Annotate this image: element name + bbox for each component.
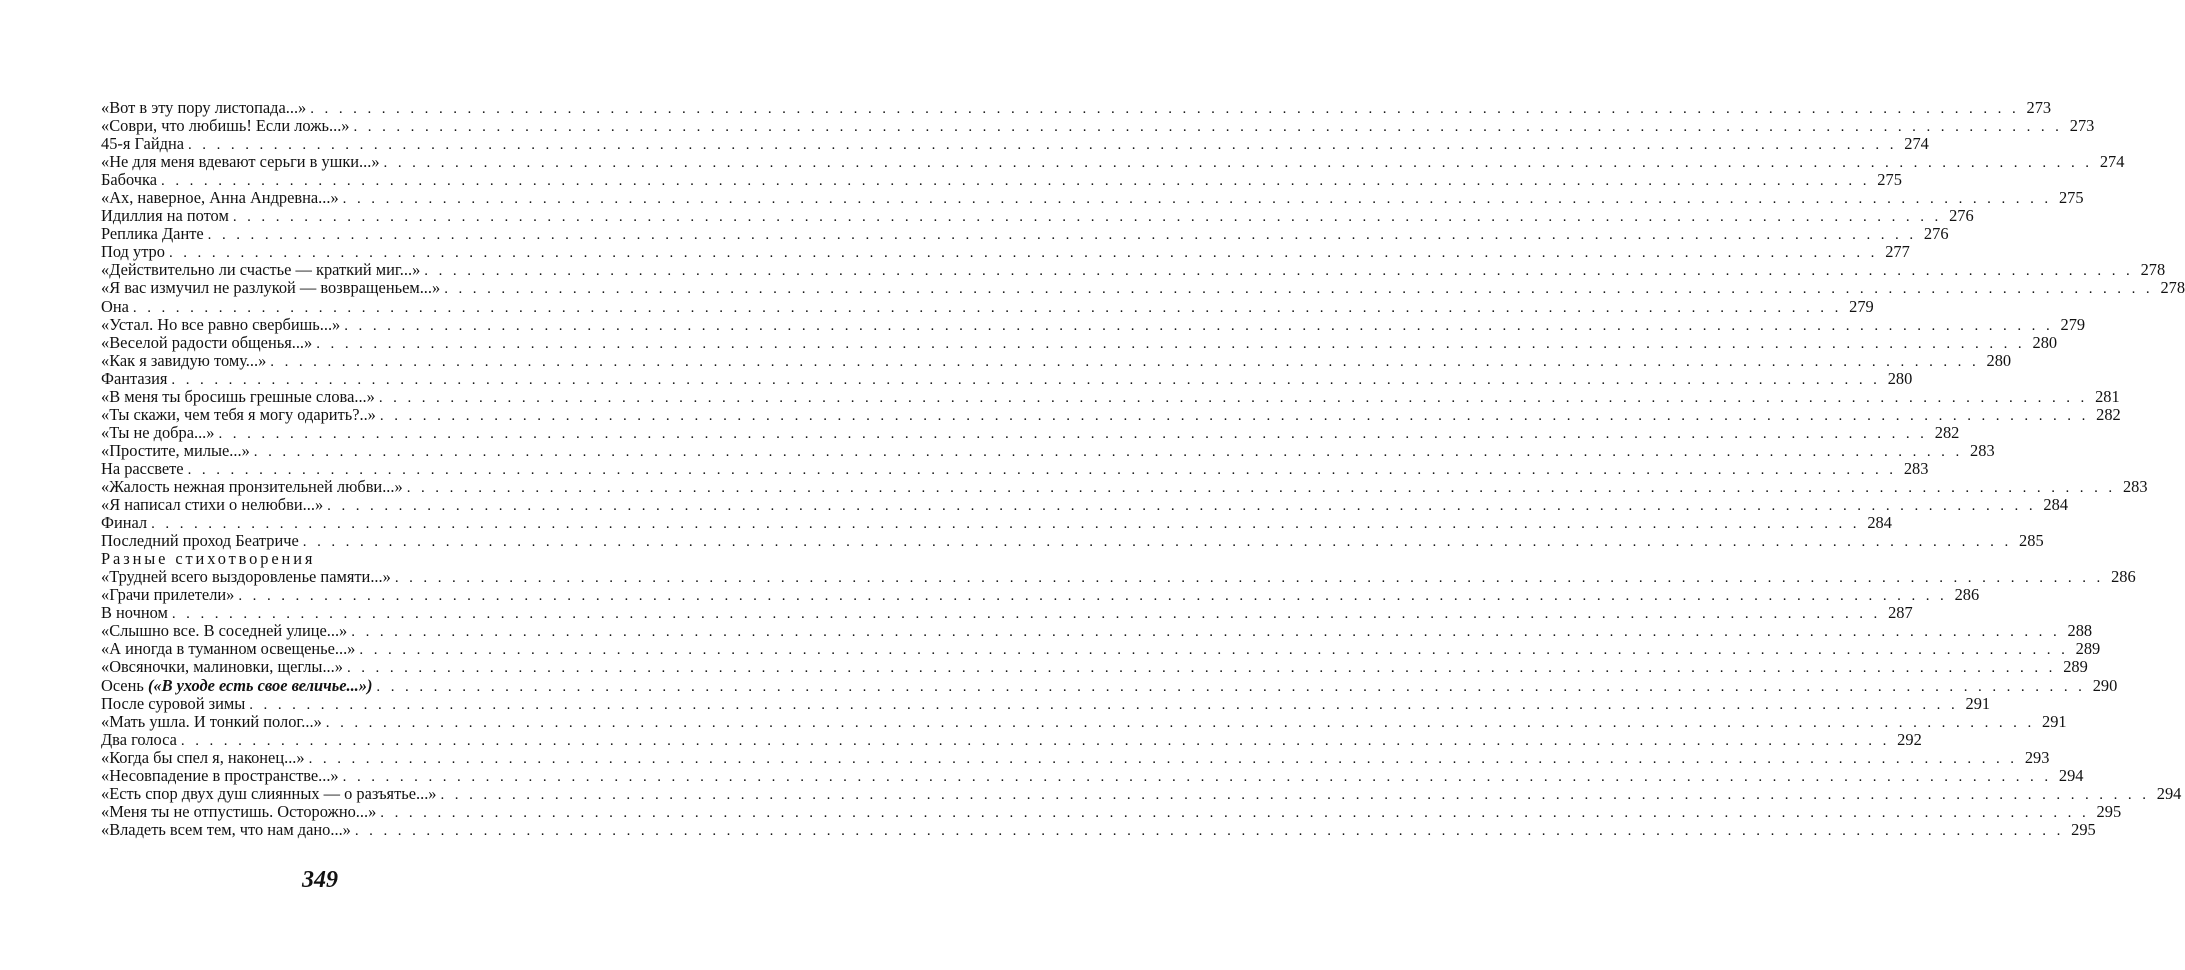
dot-leader: . . . . . . . . . . . . . . . . . . . . . . . . . . . . . . . . . . . . . . . . . . . . . . . . . . . . . . . . . . . . . . . . . . . . . . . . . . . . . . . . . . . . . . . . . . . . . . . . . . . . . . . . . . . . . . . . . . . . . . . . bbox=[180, 732, 1890, 749]
toc-entry-title-text: «Трудней всего выздоровленье памяти...» bbox=[101, 567, 391, 587]
dot-leader: . . . . . . . . . . . . . . . . . . . . . . . . . . . . . . . . . . . . . . . . . . . . . . . . . . . . . . . . . . . . . . . . . . . . . . . . . . . . . . . . . . . . . . . . . . . . . . . . . . . . . . . . . . . . . . . . . . . . . . . . bbox=[406, 479, 2116, 496]
toc-entry-page: 275 bbox=[2058, 188, 2084, 208]
toc-entry-title-text: «Простите, милые...» bbox=[101, 440, 250, 460]
toc-entry-title bbox=[101, 514, 147, 532]
toc-entry-title-text: Под утро bbox=[101, 242, 165, 262]
toc-entry-page: 294 bbox=[2156, 783, 2182, 803]
toc-entry-title-text: «Меня ты не отпустишь. Осторожно...» bbox=[101, 801, 377, 821]
toc-entry-page: 274 bbox=[2099, 152, 2125, 172]
dot-leader: . . . . . . . . . . . . . . . . . . . . . . . . . . . . . . . . . . . . . . . . . . . . . . . . . . . . . . . . . . . . . . . . . . . . . . . . . . . . . . . . . . . . . . . . . . . . . . . . . . . . . . . . . . . . . . . . . . . . . . . . bbox=[302, 534, 2012, 551]
dot-leader: . . . . . . . . . . . . . . . . . . . . . . . . . . . . . . . . . . . . . . . . . . . . . . . . . . . . . . . . . . . . . . . . . . . . . . . . . . . . . . . . . . . . . . . . . . . . . . . . . . . . . . . . . . . . . . . . . . . . . . . . bbox=[168, 245, 1878, 262]
toc-entry-page: 295 bbox=[2071, 819, 2096, 839]
toc-entry-page: 289 bbox=[2075, 639, 2101, 659]
toc-entry-title bbox=[101, 243, 165, 261]
toc-entry bbox=[101, 170, 1902, 190]
dot-leader: . . . . . . . . . . . . . . . . . . . . . . . . . . . . . . . . . . . . . . . . . . . . . . . . . . . . . . . . . . . . . . . . . . . . . . . . . . . . . . . . . . . . . . . . . . . . . . . . . . . . . . . . . . . . . . . . . . . . . . . . bbox=[342, 768, 2052, 785]
toc-entry bbox=[101, 585, 1980, 605]
toc-entry-title bbox=[101, 640, 355, 658]
toc-entry-title-text: После суровой зимы bbox=[101, 693, 246, 713]
toc-entry-page: 285 bbox=[2019, 531, 2044, 551]
toc-entry-title bbox=[101, 424, 214, 442]
dot-leader: . . . . . . . . . . . . . . . . . . . . . . . . . . . . . . . . . . . . . . . . . . . . . . . . . . . . . . . . . . . . . . . . . . . . . . . . . . . . . . . . . . . . . . . . . . . . . . . . . . . . . . . . . . . . . . . . . . . . . . . . bbox=[440, 786, 2150, 803]
toc-entry bbox=[101, 350, 2012, 370]
toc-entry-title bbox=[101, 622, 347, 640]
toc-entry-title bbox=[101, 153, 380, 171]
toc-entry-page: 277 bbox=[1885, 242, 1910, 262]
toc-entry-title bbox=[101, 604, 168, 622]
dot-leader: . . . . . . . . . . . . . . . . . . . . . . . . . . . . . . . . . . . . . . . . . . . . . . . . . . . . . . . . . . . . . . . . . . . . . . . . . . . . . . . . . . . . . . . . . . . . . . . . . . . . . . . . . . . . . . . . . . . . . . . . bbox=[308, 750, 2018, 767]
dot-leader: . . . . . . . . . . . . . . . . . . . . . . . . . . . . . . . . . . . . . . . . . . . . . . . . . . . . . . . . . . . . . . . . . . . . . . . . . . . . . . . . . . . . . . . . . . . . . . . . . . . . . . . . . . . . . . . . . . . . . . . . bbox=[346, 660, 2056, 677]
toc-entry-title-text: Два голоса bbox=[101, 729, 177, 749]
toc-entry bbox=[101, 476, 2148, 496]
toc-entry bbox=[101, 404, 2121, 424]
toc-entry bbox=[101, 603, 1913, 623]
toc-entry-title bbox=[101, 821, 351, 839]
toc-entry-title-text: «Устал. Но все равно свербишь...» bbox=[101, 314, 341, 334]
toc-entry bbox=[101, 621, 2093, 641]
dot-leader: . . . . . . . . . . . . . . . . . . . . . . . . . . . . . . . . . . . . . . . . . . . . . . . . . . . . . . . . . . . . . . . . . . . . . . . . . . . . . . . . . . . . . . . . . . . . . . . . . . . . . . . . . . . . . . . . . . . . . . . . bbox=[249, 696, 1959, 713]
toc-entry-title bbox=[101, 225, 204, 243]
toc-entry-title-text: «Вот в эту пору листопада...» bbox=[101, 98, 307, 117]
dot-leader: . . . . . . . . . . . . . . . . . . . . . . . . . . . . . . . . . . . . . . . . . . . . . . . . . . . . . . . . . . . . . . . . . . . . . . . . . . . . . . . . . . . . . . . . . . . . . . . . . . . . . . . . . . . . . . . . . . . . . . . . bbox=[171, 371, 1881, 388]
toc-entry-title-text: Идиллия на потом bbox=[101, 206, 229, 226]
toc-entry-title-text: Фантазия bbox=[101, 368, 168, 388]
toc-entry-title-text: «Несовпадение в пространстве...» bbox=[101, 765, 339, 785]
toc-entry-subtitle: («В уходе есть свое величье...») bbox=[147, 675, 373, 695]
toc-entry-page: 276 bbox=[1923, 224, 1949, 244]
dot-leader: . . . . . . . . . . . . . . . . . . . . . . . . . . . . . . . . . . . . . . . . . . . . . . . . . . . . . . . . . . . . . . . . . . . . . . . . . . . . . . . . . . . . . . . . . . . . . . . . . . . . . . . . . . . . . . . . . . . . . . . . bbox=[359, 642, 2069, 659]
toc-entry-title bbox=[101, 352, 266, 370]
toc-entry-page: 286 bbox=[1954, 585, 1980, 605]
toc-entry-page: 292 bbox=[1897, 729, 1922, 749]
toc-entry bbox=[101, 765, 2084, 785]
dot-leader: . . . . . . . . . . . . . . . . . . . . . . . . . . . . . . . . . . . . . . . . . . . . . . . . . . . . . . . . . . . . . . . . . . . . . . . . . . . . . . . . . . . . . . . . . . . . . . . . . . . . . . . . . . . . . . . . . . . . . . . . bbox=[171, 606, 1881, 623]
dot-leader: . . . . . . . . . . . . . . . . . . . . . . . . . . . . . . . . . . . . . . . . . . . . . . . . . . . . . . . . . . . . . . . . . . . . . . . . . . . . . . . . . . . . . . . . . . . . . . . . . . . . . . . . . . . . . . . . . . . . . . . . bbox=[325, 714, 2035, 731]
toc-entry-title bbox=[101, 406, 376, 424]
toc-entry bbox=[101, 440, 1995, 460]
toc-entry-title-text: «Грачи прилетели» bbox=[101, 585, 235, 605]
dot-leader: . . . . . . . . . . . . . . . . . . . . . . . . . . . . . . . . . . . . . . . . . . . . . . . . . . . . . . . . . . . . . . . . . . . . . . . . . . . . . . . . . . . . . . . . . . . . . . . . . . . . . . . . . . . . . . . . . . . . . . . . bbox=[310, 101, 2020, 117]
toc-entry-page: 274 bbox=[1904, 134, 1929, 154]
toc-entry bbox=[101, 242, 1910, 262]
dot-leader: . . . . . . . . . . . . . . . . . . . . . . . . . . . . . . . . . . . . . . . . . . . . . . . . . . . . . . . . . . . . . . . . . . . . . . . . . . . . . . . . . . . . . . . . . . . . . . . . . . . . . . . . . . . . . . . . . . . . . . . . bbox=[383, 155, 2093, 172]
toc-entry-title bbox=[101, 442, 250, 460]
toc-entry bbox=[101, 278, 2185, 298]
dot-leader: . . . . . . . . . . . . . . . . . . . . . . . . . . . . . . . . . . . . . . . . . . . . . . . . . . . . . . . . . . . . . . . . . . . . . . . . . . . . . . . . . . . . . . . . . . . . . . . . . . . . . . . . . . . . . . . . . . . . . . . . bbox=[379, 407, 2089, 424]
toc-entry bbox=[101, 296, 1874, 316]
dot-leader: . . . . . . . . . . . . . . . . . . . . . . . . . . . . . . . . . . . . . . . . . . . . . . . . . . . . . . . . . . . . . . . . . . . . . . . . . . . . . . . . . . . . . . . . . . . . . . . . . . . . . . . . . . . . . . . . . . . . . . . . bbox=[270, 353, 1980, 370]
toc-entry-page: 281 bbox=[2095, 386, 2120, 406]
toc-entry-page: 289 bbox=[2063, 657, 2088, 677]
toc-entry bbox=[101, 675, 2118, 695]
toc-entry-page: 290 bbox=[2092, 675, 2118, 695]
toc-entry-title bbox=[101, 99, 306, 117]
section-heading bbox=[101, 550, 540, 568]
toc-entry-title-text: В ночном bbox=[101, 603, 168, 623]
toc-entry-page: 275 bbox=[1877, 170, 1902, 190]
dot-leader: . . . . . . . . . . . . . . . . . . . . . . . . . . . . . . . . . . . . . . . . . . . . . . . . . . . . . . . . . . . . . . . . . . . . . . . . . . . . . . . . . . . . . . . . . . . . . . . . . . . . . . . . . . . . . . . . . . . . . . . . bbox=[394, 570, 2104, 587]
toc-entry-page: 282 bbox=[2096, 404, 2121, 424]
toc-entry-title bbox=[101, 117, 349, 135]
dot-leader: . . . . . . . . . . . . . . . . . . . . . . . . . . . . . . . . . . . . . . . . . . . . . . . . . . . . . . . . . . . . . . . . . . . . . . . . . . . . . . . . . . . . . . . . . . . . . . . . . . . . . . . . . . . . . . . . . . . . . . . . bbox=[207, 227, 1917, 244]
toc-entry bbox=[101, 458, 1929, 478]
toc-entry-title-text: «Соври, что любишь! Если ложь...» bbox=[101, 116, 350, 136]
toc-entry-title bbox=[101, 189, 339, 207]
toc-entry-page: 279 bbox=[1849, 296, 1874, 316]
toc-entry bbox=[101, 693, 1991, 713]
toc-entry bbox=[101, 206, 1974, 226]
page-number: 349 bbox=[302, 867, 338, 893]
dot-leader: . . . . . . . . . . . . . . . . . . . . . . . . . . . . . . . . . . . . . . . . . . . . . . . . . . . . . . . . . . . . . . . . . . . . . . . . . . . . . . . . . . . . . . . . . . . . . . . . . . . . . . . . . . . . . . . . . . . . . . . . bbox=[238, 588, 1948, 605]
toc-entry-page: 278 bbox=[2140, 260, 2166, 280]
toc-entry-page: 294 bbox=[2058, 765, 2084, 785]
toc-entry-title-text: «Ах, наверное, Анна Андревна...» bbox=[101, 188, 339, 208]
toc-entry-title bbox=[101, 767, 339, 785]
dot-leader: . . . . . . . . . . . . . . . . . . . . . . . . . . . . . . . . . . . . . . . . . . . . . . . . . . . . . . . . . . . . . . . . . . . . . . . . . . . . . . . . . . . . . . . . . . . . . . . . . . . . . . . . . . . . . . . . . . . . . . . . bbox=[376, 678, 2086, 695]
toc-entry-title bbox=[101, 279, 440, 297]
toc-entry-page: 287 bbox=[1888, 603, 1913, 623]
toc-entry bbox=[101, 819, 2096, 839]
toc-entry-title-text: Она bbox=[101, 296, 129, 316]
toc-entry-title bbox=[101, 713, 322, 731]
toc-entry bbox=[101, 531, 2044, 551]
toc-entry-title-text: Финал bbox=[101, 513, 148, 533]
toc-entry-page: 295 bbox=[2096, 801, 2122, 821]
toc-entry bbox=[101, 386, 2120, 406]
toc-entry bbox=[101, 513, 1892, 533]
dot-leader: . . . . . . . . . . . . . . . . . . . . . . . . . . . . . . . . . . . . . . . . . . . . . . . . . . . . . . . . . . . . . . . . . . . . . . . . . . . . . . . . . . . . . . . . . . . . . . . . . . . . . . . . . . . . . . . . . . . . . . . . bbox=[424, 263, 2134, 280]
toc-entry-title bbox=[101, 478, 403, 496]
toc-entry-title-text: «Ты не добра...» bbox=[101, 422, 215, 442]
toc-entry-title bbox=[101, 695, 245, 713]
toc-entry-title-text: «Я вас измучил не разлукой — возвращеньем...» bbox=[101, 278, 441, 298]
toc-entry bbox=[101, 801, 2122, 821]
dot-leader: . . . . . . . . . . . . . . . . . . . . . . . . . . . . . . . . . . . . . . . . . . . . . . . . . . . . . . . . . . . . . . . . . . . . . . . . . . . . . . . . . . . . . . . . . . . . . . . . . . . . . . . . . . . . . . . . . . . . . . . . bbox=[316, 335, 2026, 352]
dot-leader: . . . . . . . . . . . . . . . . . . . . . . . . . . . . . . . . . . . . . . . . . . . . . . . . . . . . . . . . . . . . . . . . . . . . . . . . . . . . . . . . . . . . . . . . . . . . . . . . . . . . . . . . . . . . . . . . . . . . . . . . bbox=[444, 281, 2154, 298]
dot-leader: . . . . . . . . . . . . . . . . . . . . . . . . . . . . . . . . . . . . . . . . . . . . . . . . . . . . . . . . . . . . . . . . . . . . . . . . . . . . . . . . . . . . . . . . . . . . . . . . . . . . . . . . . . . . . . . . . . . . . . . . bbox=[132, 299, 1842, 316]
dot-leader: . . . . . . . . . . . . . . . . . . . . . . . . . . . . . . . . . . . . . . . . . . . . . . . . . . . . . . . . . . . . . . . . . . . . . . . . . . . . . . . . . . . . . . . . . . . . . . . . . . . . . . . . . . . . . . . . . . . . . . . . bbox=[351, 624, 2061, 641]
toc-entry-title-text: «Овсяночки, малиновки, щеглы...» bbox=[101, 657, 343, 677]
toc-entry-page: 273 bbox=[2026, 98, 2052, 117]
dot-leader: . . . . . . . . . . . . . . . . . . . . . . . . . . . . . . . . . . . . . . . . . . . . . . . . . . . . . . . . . . . . . . . . . . . . . . . . . . . . . . . . . . . . . . . . . . . . . . . . . . . . . . . . . . . . . . . . . . . . . . . . bbox=[161, 173, 1870, 190]
toc-entry-page: 280 bbox=[2032, 332, 2058, 352]
toc-entry-title-text: «Я написал стихи о нелюбви...» bbox=[101, 495, 324, 515]
toc-entry-title bbox=[101, 532, 299, 550]
toc-entry-title bbox=[101, 586, 234, 604]
toc-entry-title-text: «А иногда в туманном освещенье...» bbox=[101, 639, 356, 659]
dot-leader: . . . . . . . . . . . . . . . . . . . . . . . . . . . . . . . . . . . . . . . . . . . . . . . . . . . . . . . . . . . . . . . . . . . . . . . . . . . . . . . . . . . . . . . . . . . . . . . . . . . . . . . . . . . . . . . . . . . . . . . . bbox=[342, 191, 2052, 208]
toc-entry-page: 276 bbox=[1949, 206, 1974, 226]
toc-entry bbox=[101, 116, 2095, 136]
toc-entry-title-text: «Мать ушла. И тонкий полог...» bbox=[101, 711, 322, 731]
toc-entry-page: 282 bbox=[1934, 422, 1960, 442]
toc-entry-title bbox=[101, 785, 437, 803]
toc-entry bbox=[101, 134, 1929, 154]
toc-entry-title bbox=[101, 171, 157, 189]
toc-entry-title-text: Последний проход Беатриче bbox=[101, 531, 299, 551]
toc-entry bbox=[101, 224, 1949, 244]
toc-entry-title-text: «Не для меня вдевают серьги в ушки...» bbox=[101, 152, 380, 172]
toc-entry-title-text: «Жалость нежная пронзительней любви...» bbox=[101, 476, 403, 496]
toc-entry-page: 278 bbox=[2160, 278, 2185, 298]
toc-entry bbox=[101, 152, 2125, 172]
toc-entry-title-text: «Владеть всем тем, что нам дано...» bbox=[101, 819, 351, 839]
toc-entry bbox=[101, 783, 2182, 803]
toc-entry-title-text: «Веселой радости общенья...» bbox=[101, 332, 313, 352]
section-heading-text: Разные стихотворения bbox=[101, 549, 316, 569]
toc-entry-title-text: На рассвете bbox=[101, 458, 184, 478]
toc-entry-page: 291 bbox=[1965, 693, 1991, 713]
toc-entry-title bbox=[101, 261, 420, 279]
toc-entry bbox=[101, 188, 2084, 208]
dot-leader: . . . . . . . . . . . . . . . . . . . . . . . . . . . . . . . . . . . . . . . . . . . . . . . . . . . . . . . . . . . . . . . . . . . . . . . . . . . . . . . . . . . . . . . . . . . . . . . . . . . . . . . . . . . . . . . . . . . . . . . . bbox=[354, 822, 2064, 839]
dot-leader: . . . . . . . . . . . . . . . . . . . . . . . . . . . . . . . . . . . . . . . . . . . . . . . . . . . . . . . . . . . . . . . . . . . . . . . . . . . . . . . . . . . . . . . . . . . . . . . . . . . . . . . . . . . . . . . . . . . . . . . . bbox=[344, 317, 2054, 334]
toc-entry-title bbox=[101, 388, 375, 406]
dot-leader: . . . . . . . . . . . . . . . . . . . . . . . . . . . . . . . . . . . . . . . . . . . . . . . . . . . . . . . . . . . . . . . . . . . . . . . . . . . . . . . . . . . . . . . . . . . . . . . . . . . . . . . . . . . . . . . . . . . . . . . . bbox=[188, 137, 1897, 154]
toc-entry-title bbox=[101, 749, 305, 767]
toc-entry-title bbox=[101, 135, 184, 153]
toc-entry-title-text: Осень bbox=[101, 675, 144, 695]
toc-entry-title-text: «Когда бы спел я, наконец...» bbox=[101, 747, 305, 767]
toc-entry-page: 293 bbox=[2024, 747, 2050, 767]
toc-entry-title-text: Бабочка bbox=[101, 170, 158, 190]
toc-entry-title bbox=[101, 460, 184, 478]
toc-entry-page: 284 bbox=[2043, 495, 2069, 515]
toc-entry-page: 288 bbox=[2067, 621, 2093, 641]
dot-leader: . . . . . . . . . . . . . . . . . . . . . . . . . . . . . . . . . . . . . . . . . . . . . . . . . . . . . . . . . . . . . . . . . . . . . . . . . . . . . . . . . . . . . . . . . . . . . . . . . . . . . . . . . . . . . . . . . . . . . . . . bbox=[187, 461, 1897, 478]
toc-entry-title bbox=[101, 568, 391, 586]
toc-entry bbox=[101, 314, 2086, 334]
toc-entry bbox=[101, 98, 2052, 117]
toc-entry-title-text: «Действительно ли счастье — краткий миг...» bbox=[101, 260, 421, 280]
toc-entry bbox=[101, 711, 2067, 731]
toc-entry-title-text: «В меня ты бросишь грешные слова...» bbox=[101, 386, 375, 406]
dot-leader: . . . . . . . . . . . . . . . . . . . . . . . . . . . . . . . . . . . . . . . . . . . . . . . . . . . . . . . . . . . . . . . . . . . . . . . . . . . . . . . . . . . . . . . . . . . . . . . . . . . . . . . . . . . . . . . . . . . . . . . . bbox=[327, 498, 2037, 515]
toc-entry-page: 286 bbox=[2111, 567, 2136, 587]
toc-entry-title bbox=[101, 496, 323, 514]
toc-entry-page: 280 bbox=[1887, 368, 1913, 388]
toc-entry-title-text: «Слышно все. В соседней улице...» bbox=[101, 621, 348, 641]
toc-entry-title-text: Реплика Данте bbox=[101, 224, 204, 244]
toc-entry-title bbox=[101, 334, 312, 352]
toc-entry-title bbox=[101, 298, 129, 316]
toc-entry-page: 273 bbox=[2069, 116, 2095, 136]
toc-entry bbox=[101, 368, 1913, 388]
dot-leader: . . . . . . . . . . . . . . . . . . . . . . . . . . . . . . . . . . . . . . . . . . . . . . . . . . . . . . . . . . . . . . . . . . . . . . . . . . . . . . . . . . . . . . . . . . . . . . . . . . . . . . . . . . . . . . . . . . . . . . . . bbox=[232, 209, 1942, 226]
toc-entry-title bbox=[101, 207, 229, 225]
toc-entry bbox=[101, 495, 2069, 515]
dot-leader: . . . . . . . . . . . . . . . . . . . . . . . . . . . . . . . . . . . . . . . . . . . . . . . . . . . . . . . . . . . . . . . . . . . . . . . . . . . . . . . . . . . . . . . . . . . . . . . . . . . . . . . . . . . . . . . . . . . . . . . . bbox=[253, 443, 1963, 460]
toc-entry-page: 279 bbox=[2060, 314, 2086, 334]
toc-entry-title-text: «Ты скажи, чем тебя я могу одарить?..» bbox=[101, 404, 376, 424]
toc-entry-title bbox=[101, 803, 376, 821]
toc-entry-page: 284 bbox=[1867, 513, 1892, 533]
toc-entry-title-text: «Как я завидую тому...» bbox=[101, 350, 267, 370]
toc-entry bbox=[101, 639, 2101, 659]
table-of-contents bbox=[101, 98, 2185, 839]
toc-entry-page: 283 bbox=[2122, 476, 2148, 496]
toc-entry bbox=[101, 729, 1922, 749]
toc-entry-page: 291 bbox=[2042, 711, 2067, 731]
toc-entry bbox=[101, 657, 2088, 677]
toc-entry-title bbox=[101, 370, 167, 388]
toc-entry-title bbox=[101, 731, 177, 749]
toc-entry-title-text: 45-я Гайдна bbox=[101, 134, 184, 154]
toc-entry-title bbox=[101, 677, 372, 695]
toc-entry-page: 283 bbox=[1970, 440, 1995, 460]
toc-entry bbox=[101, 332, 2058, 352]
toc-entry-page: 283 bbox=[1903, 458, 1929, 478]
dot-leader: . . . . . . . . . . . . . . . . . . . . . . . . . . . . . . . . . . . . . . . . . . . . . . . . . . . . . . . . . . . . . . . . . . . . . . . . . . . . . . . . . . . . . . . . . . . . . . . . . . . . . . . . . . . . . . . . . . . . . . . . bbox=[218, 425, 1928, 442]
toc-entry bbox=[101, 422, 1960, 442]
toc-entry-title-text: «Есть спор двух душ слиянных — о разъятье...» bbox=[101, 783, 437, 803]
dot-leader: . . . . . . . . . . . . . . . . . . . . . . . . . . . . . . . . . . . . . . . . . . . . . . . . . . . . . . . . . . . . . . . . . . . . . . . . . . . . . . . . . . . . . . . . . . . . . . . . . . . . . . . . . . . . . . . . . . . . . . . . bbox=[378, 389, 2088, 406]
toc-entry bbox=[101, 260, 2166, 280]
dot-leader: . . . . . . . . . . . . . . . . . . . . . . . . . . . . . . . . . . . . . . . . . . . . . . . . . . . . . . . . . . . . . . . . . . . . . . . . . . . . . . . . . . . . . . . . . . . . . . . . . . . . . . . . . . . . . . . . . . . . . . . . bbox=[353, 119, 2063, 136]
toc-entry bbox=[101, 747, 2050, 767]
toc-entry bbox=[101, 567, 2136, 587]
toc-entry-title bbox=[101, 316, 340, 334]
dot-leader: . . . . . . . . . . . . . . . . . . . . . . . . . . . . . . . . . . . . . . . . . . . . . . . . . . . . . . . . . . . . . . . . . . . . . . . . . . . . . . . . . . . . . . . . . . . . . . . . . . . . . . . . . . . . . . . . . . . . . . . . bbox=[380, 804, 2090, 821]
toc-entry-page: 280 bbox=[1986, 350, 2012, 370]
toc-entry-title bbox=[101, 658, 343, 676]
dot-leader: . . . . . . . . . . . . . . . . . . . . . . . . . . . . . . . . . . . . . . . . . . . . . . . . . . . . . . . . . . . . . . . . . . . . . . . . . . . . . . . . . . . . . . . . . . . . . . . . . . . . . . . . . . . . . . . . . . . . . . . . bbox=[151, 516, 1860, 533]
